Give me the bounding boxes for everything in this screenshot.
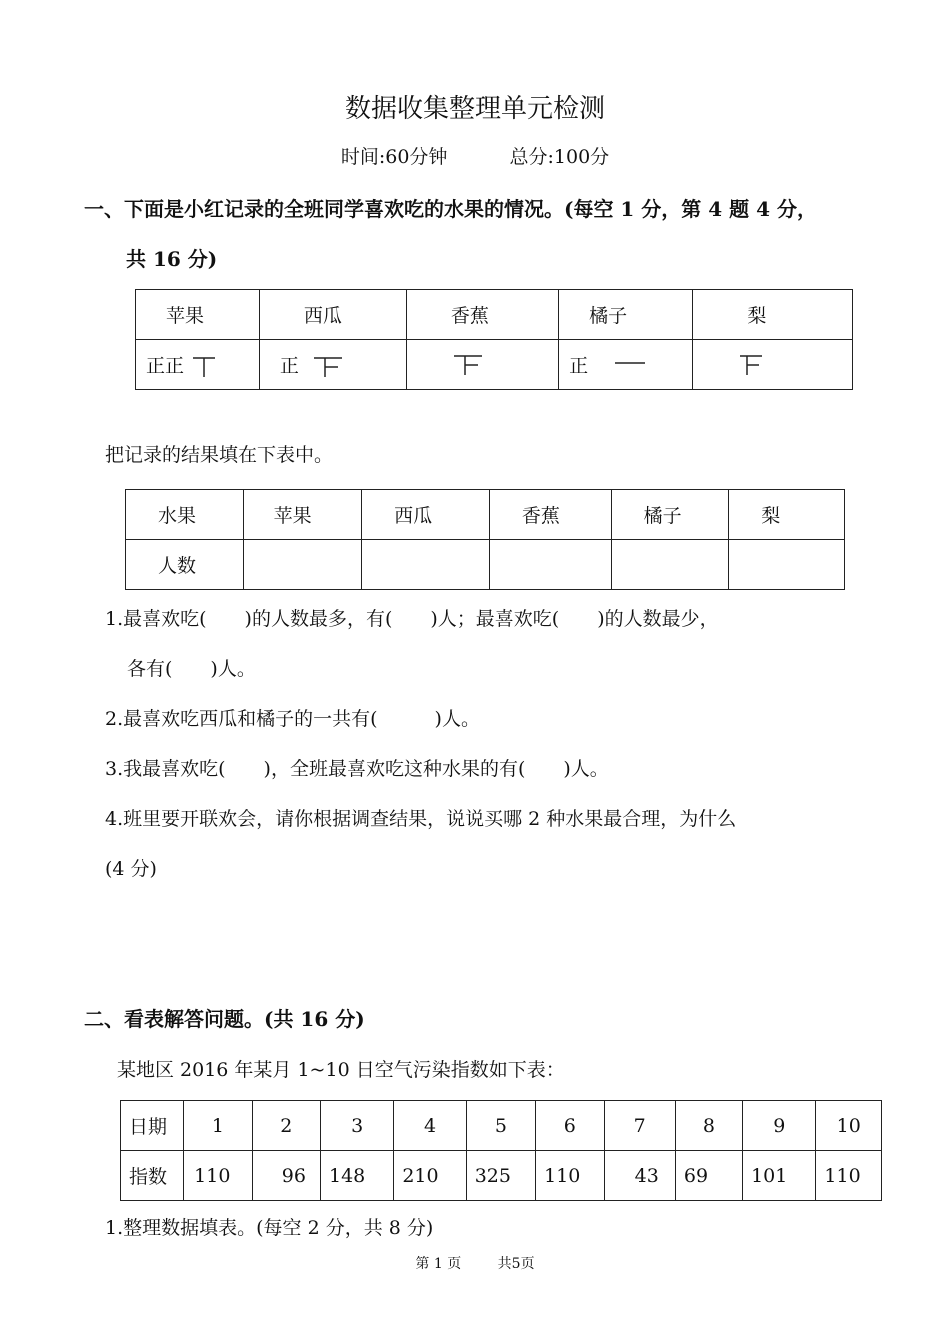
tally-header-apple: 苹果 (136, 290, 260, 340)
section1-heading-line2: 共 16 分) (126, 247, 218, 271)
tally-partial-icon (311, 355, 345, 379)
tally-header-watermelon: 西瓜 (259, 290, 406, 340)
pollution-day: 5 (466, 1101, 535, 1151)
tally-header-banana: 香蕉 (406, 290, 558, 340)
pollution-day: 9 (743, 1101, 816, 1151)
fill-header-watermelon: 西瓜 (362, 490, 490, 540)
fill-table (125, 489, 845, 590)
fill-header-pear: 梨 (729, 490, 845, 540)
question-4-line2: (4 分) (105, 858, 157, 880)
tally-partial-icon (612, 355, 648, 379)
fill-answer-pear[interactable] (729, 540, 845, 590)
page-total: 共5页 (497, 1256, 535, 1272)
page-number: 第 1 页 (415, 1256, 462, 1272)
exam-meta (0, 142, 950, 169)
pollution-day: 3 (320, 1101, 393, 1151)
fill-answer-apple[interactable] (243, 540, 361, 590)
page-title: 数据收集整理单元检测 (344, 94, 605, 124)
pollution-value: 69 (675, 1151, 742, 1201)
fill-header-fruit: 水果 (126, 490, 244, 540)
total-score: 总分:100分 (509, 146, 610, 168)
section1-instruction: 把记录的结果填在下表中。 (105, 444, 334, 466)
pollution-value: 210 (394, 1151, 466, 1201)
question-1-line2: 各有( )人。 (127, 658, 256, 680)
pollution-value: 96 (252, 1151, 320, 1201)
tally-zheng: 正 (569, 354, 589, 377)
tally-partial-icon (190, 355, 218, 379)
tally-header-pear: 梨 (693, 290, 853, 340)
tally-table (135, 289, 853, 390)
pollution-date-row (121, 1101, 882, 1151)
pollution-value: 110 (536, 1151, 604, 1201)
pollution-value: 101 (743, 1151, 816, 1201)
pollution-date-label: 日期 (121, 1101, 184, 1151)
page-footer (0, 1253, 950, 1273)
fill-header-banana: 香蕉 (489, 490, 611, 540)
section2-intro: 某地区 2016 年某月 1~10 日空气污染指数如下表： (117, 1059, 565, 1081)
tally-cell-banana (406, 340, 558, 390)
pollution-day: 6 (536, 1101, 604, 1151)
tally-cell-apple (136, 340, 260, 390)
pollution-value: 325 (466, 1151, 535, 1201)
fill-row-label: 人数 (126, 540, 244, 590)
pollution-value: 110 (816, 1151, 882, 1201)
question-4-line1: 4.班里要开联欢会，请你根据调查结果，说说买哪 2 种水果最合理，为什么 (105, 808, 737, 830)
section1-heading-line1: 一、下面是小红记录的全班同学喜欢吃的水果的情况。(每空 1 分，第 4 题 4 分， (84, 197, 817, 221)
pollution-value: 43 (604, 1151, 675, 1201)
pollution-value: 148 (320, 1151, 393, 1201)
fill-header-orange: 橘子 (611, 490, 729, 540)
pollution-day: 4 (394, 1101, 466, 1151)
question-3: 3.我最喜欢吃( )，全班最喜欢吃这种水果的有( )人。 (105, 758, 609, 780)
tally-cell-orange (559, 340, 693, 390)
pollution-day: 1 (184, 1101, 253, 1151)
tally-cell-watermelon (259, 340, 406, 390)
tally-header-orange: 橘子 (559, 290, 693, 340)
pollution-day: 2 (252, 1101, 320, 1151)
fill-header-apple: 苹果 (243, 490, 361, 540)
pollution-day: 7 (604, 1101, 675, 1151)
section2-heading: 二、看表解答问题。(共 16 分) (84, 1007, 365, 1031)
tally-partial-icon (451, 353, 485, 377)
fill-answer-watermelon[interactable] (362, 540, 490, 590)
pollution-day: 10 (816, 1101, 882, 1151)
tally-cell-pear (693, 340, 853, 390)
section2-question-1: 1.整理数据填表。(每空 2 分，共 8 分) (105, 1217, 434, 1239)
pollution-day: 8 (675, 1101, 742, 1151)
pollution-index-row (121, 1151, 882, 1201)
fill-answer-orange[interactable] (611, 540, 729, 590)
tally-partial-icon (737, 353, 765, 377)
time-limit: 时间:60分钟 (340, 146, 448, 168)
pollution-value: 110 (184, 1151, 253, 1201)
pollution-table (120, 1100, 882, 1201)
pollution-index-label: 指数 (121, 1151, 184, 1201)
question-2: 2.最喜欢吃西瓜和橘子的一共有( )人。 (105, 708, 480, 730)
question-1-line1: 1.最喜欢吃( )的人数最多，有( )人；最喜欢吃( )的人数最少， (105, 608, 719, 630)
tally-zheng: 正正 (146, 354, 185, 377)
tally-zheng: 正 (279, 354, 299, 377)
fill-answer-banana[interactable] (489, 540, 611, 590)
